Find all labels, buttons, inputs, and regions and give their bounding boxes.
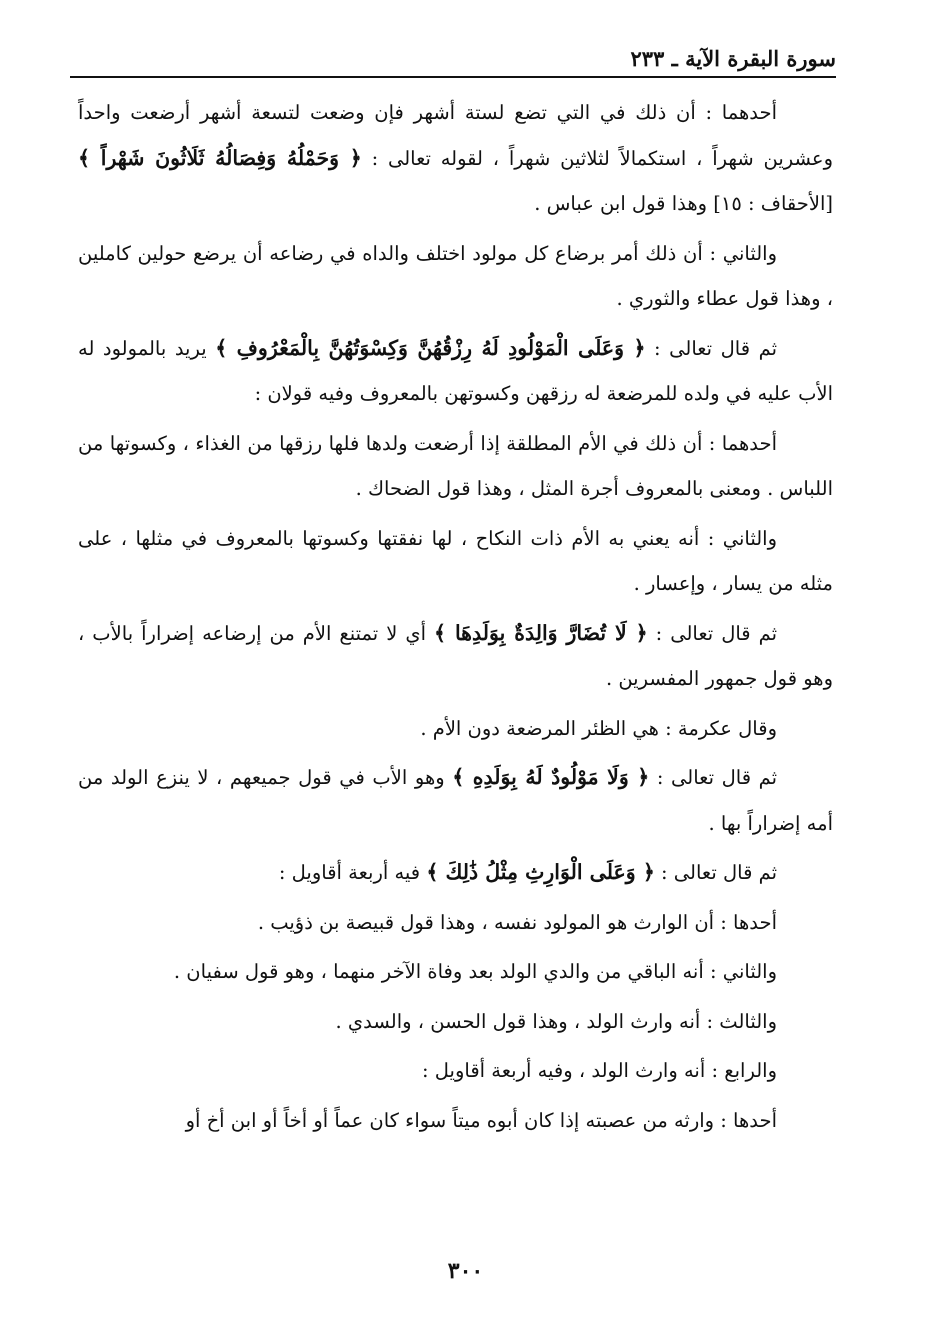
page-number: ٣٠٠: [447, 1258, 484, 1284]
text-segment: ثم قال تعالى :: [645, 336, 777, 360]
text-segment: يريد بالمولود له الأب عليه في ولده للمرضعة له رزقهن وكسوتهن بالمعروف وفيه قولان :: [78, 336, 833, 405]
text-segment: ثم قال تعالى :: [649, 766, 778, 789]
paragraph: [78, 231, 833, 322]
quran-quote: ﴿ وَعَلَى الْمَوْلُودِ لَهُ رِزْقُهُنَّ وَكِسْوَتُهُنَّ بِالْمَعْرُوفِ ﴾: [215, 335, 646, 360]
running-header: [70, 44, 836, 78]
paragraph: [78, 949, 833, 995]
quran-quote: ﴿ وَلَا مَوْلُودٌ لَهُ بِوَلَدِهِ ﴾: [452, 765, 650, 789]
text-segment: والثاني : أن ذلك أمر برضاع كل مولود اختلف والداه في رضاعه أن يرضع حولين كاملين ، وهذا قول عطاء والثوري .: [78, 241, 833, 310]
paragraph: [78, 326, 833, 417]
paragraph: [78, 999, 833, 1045]
paragraph: [78, 90, 833, 227]
text-segment: أحدهما : أن ذلك في التي تضع لستة أشهر فإن وضعت لتسعة أشهر أرضعت واحداً وعشرين شهراً ، استكمالاً لثلاثين شهراً ، لقوله تعالى :: [78, 101, 833, 170]
text-segment: ثم قال تعالى :: [654, 861, 777, 884]
text-segment: فيه أربعة أقاويل :: [278, 861, 427, 884]
text-segment: ثم قال تعالى :: [647, 621, 778, 645]
paragraph: [78, 755, 833, 846]
text-segment: وهو الأب في قول جميعهم ، لا ينزع الولد من أمه إضراراً بها .: [78, 766, 833, 835]
paragraph: [78, 850, 833, 896]
text-segment: والرابع : أنه وارث الولد ، وفيه أربعة أقاويل :: [422, 1059, 777, 1082]
text-segment: وقال عكرمة : هي الظئر المرضعة دون الأم .: [420, 716, 777, 740]
paragraph: [78, 516, 833, 607]
text-segment: أي لا تمتنع الأم من إرضاعه إضراراً بالأب ، وهو قول جمهور المفسرين .: [78, 621, 833, 690]
quran-quote: ﴿ وَعَلَى الْوَارِثِ مِثْلُ ذَٰلِكَ ﴾: [426, 860, 655, 884]
text-segment: أحدها : أن الوارث هو المولود نفسه ، وهذا قول قبيصة بن ذؤيب .: [257, 910, 777, 934]
header-title: سورة البقرة الآية ـ ٢٣٣: [630, 46, 836, 71]
paragraph: [78, 421, 833, 512]
paragraph: [78, 611, 833, 702]
text-segment: والثاني : أنه يعني به الأم ذات النكاح ، لها نفقتها وكسوتها بالمعروف في مثلها ، على مثله من يسار ، وإعسار .: [78, 526, 833, 595]
paragraph: [78, 1048, 833, 1094]
text-segment: والثالث : أنه وارث الولد ، وهذا قول الحسن ، والسدي .: [335, 1009, 777, 1033]
quran-quote: ﴿ وَحَمْلُهُ وَفِصَالُهُ ثَلَاثُونَ شَهْراً ﴾: [78, 145, 362, 170]
paragraph: [78, 1098, 833, 1144]
paragraph: [78, 900, 833, 946]
text-segment: أحدها : وارثه من عصبته إذا كان أبوه ميتاً سواء كان عماً أو أخاً أو ابن أخ أو: [185, 1108, 777, 1132]
text-segment: أحدهما : أن ذلك في الأم المطلقة إذا أرضعت ولدها فلها رزقها من الغذاء ، وكسوتها من اللباس . ومعنى بالمعروف أجرة المثل ، وهذا قول الضحاك .: [78, 431, 833, 500]
text-segment: والثاني : أنه الباقي من والدي الولد بعد وفاة الآخر منهما ، وهو قول سفيان .: [173, 960, 777, 983]
body-text: [78, 90, 833, 1147]
paragraph: [78, 706, 833, 752]
text-segment: [الأحقاف : ١٥] وهذا قول ابن عباس .: [534, 192, 833, 215]
quran-quote: ﴿ لَا تُضَارَّ وَالِدَةٌ بِوَلَدِهَا ﴾: [434, 620, 648, 645]
